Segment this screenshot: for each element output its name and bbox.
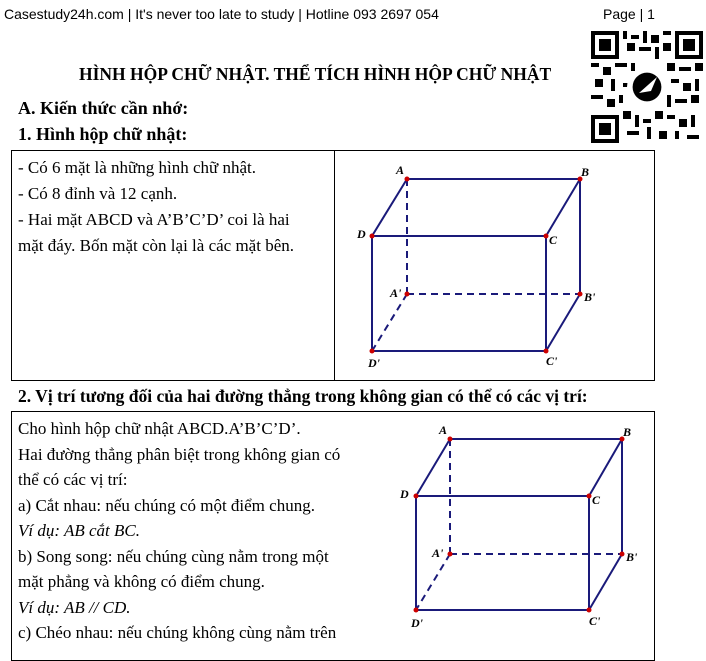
cuboid-diagram-1 [334, 151, 655, 380]
vertex-label-a1: A' [390, 286, 402, 300]
text-line: mặt phẳng và không có điểm chung. [18, 572, 265, 591]
definition-text [18, 155, 328, 259]
vertex-label-b: B [581, 165, 590, 179]
definition-line: - Có 6 mặt là những hình chữ nhật. [18, 158, 256, 177]
example-line: Ví dụ: AB // CD. [18, 597, 131, 617]
subsection-heading-2: 2. Vị trí tương đối của hai đường thẳng trong không gian có thể có các vị trí: [18, 386, 588, 406]
text-line: b) Song song: nếu chúng cùng nằm trong một [18, 546, 329, 566]
vertex-label-a: A [439, 423, 448, 437]
vertex-label-d1: D' [368, 356, 380, 370]
vertex-label-d1: D' [411, 616, 423, 630]
subsection-heading-1: 1. Hình hộp chữ nhật: [18, 124, 188, 144]
vertex-label-d: D [357, 227, 366, 241]
example-line: Ví dụ: AB cắt BC. [18, 521, 140, 540]
definition-line: mặt đáy. Bốn mặt còn lại là các mặt bên. [18, 236, 294, 255]
qr-code-icon [591, 31, 703, 143]
vertex-label-c: C [592, 493, 601, 507]
vertex-label-b1: B' [626, 550, 638, 564]
text-line: Cho hình hộp chữ nhật ABCD.A’B’C’D’. [18, 419, 301, 438]
vertex-label-d: D [400, 487, 409, 501]
relative-position-table [11, 411, 655, 661]
site-header-text: Casestudy24h.com | It's never too late to study | Hotline 093 2697 054 [4, 6, 439, 22]
cuboid-diagram-2 [382, 412, 654, 660]
vertex-label-b: B [623, 425, 632, 439]
vertex-label-c1: C' [589, 614, 601, 628]
vertex-label-b1: B' [584, 290, 596, 304]
text-line: Hai đường thẳng phân biệt trong không gian có [18, 444, 341, 464]
vertex-label-c1: C' [546, 354, 558, 368]
vertex-label-c: C [549, 233, 558, 247]
page-title: HÌNH HỘP CHỮ NHẬT. THỂ TÍCH HÌNH HỘP CHỮ NHẬT [79, 64, 552, 84]
definition-table [11, 150, 655, 381]
definition-line: - Hai mặt ABCD và A’B’C’D’ coi là hai [18, 210, 290, 229]
section-heading-a: A. Kiến thức cần nhớ: [18, 98, 189, 118]
text-line: a) Cắt nhau: nếu chúng có một điểm chung. [18, 495, 315, 515]
text-line: thể có các vị trí: [18, 470, 128, 489]
definition-line: - Có 8 đỉnh và 12 cạnh. [18, 184, 178, 203]
page-number: Page | 1 [603, 6, 655, 22]
text-line: c) Chéo nhau: nếu chúng không cùng nằm trên [18, 623, 337, 642]
vertex-label-a1: A' [432, 546, 444, 560]
vertex-label-a: A [396, 163, 405, 177]
relative-position-text [18, 416, 378, 646]
